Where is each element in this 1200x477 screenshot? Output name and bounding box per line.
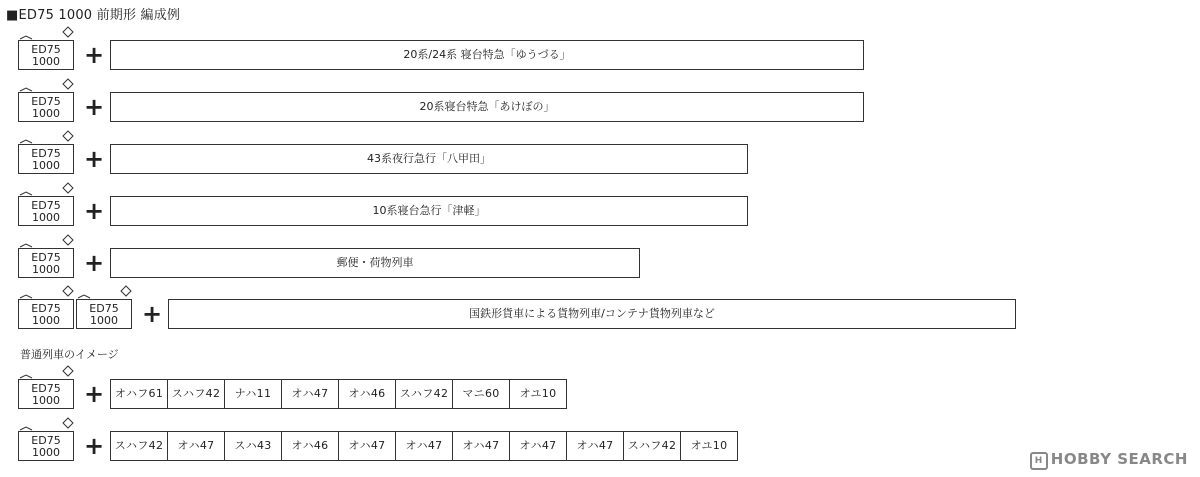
local-train-row-1 [18, 379, 718, 411]
pantograph-icon [18, 285, 74, 299]
loco-number: 1000 [32, 159, 60, 172]
train-formation: 国鉄形貨車による貨物列車/コンテナ貨物列車など [168, 299, 1016, 329]
passenger-car: オハ46 [338, 379, 396, 409]
formation-row-6 [18, 299, 1018, 331]
pantograph-icon [76, 285, 132, 299]
plus-icon: + [142, 300, 163, 328]
hobby-search-watermark [1030, 450, 1188, 470]
locomotive-ed75 [18, 196, 74, 226]
passenger-cars [110, 431, 737, 461]
train-formation: 20系寝台特急「あけぼの」 [110, 92, 864, 122]
plus-icon: + [84, 197, 105, 225]
loco-model: ED75 [31, 95, 61, 108]
passenger-car: オハ47 [452, 431, 510, 461]
hobby-search-logo-icon: H [1030, 452, 1048, 470]
locomotive-ed75-second [76, 299, 132, 329]
passenger-car: オハ47 [281, 379, 339, 409]
locomotive-ed75 [18, 144, 74, 174]
locomotive-ed75 [18, 40, 74, 70]
watermark-text: HOBBY SEARCH [1050, 450, 1188, 468]
locomotive-ed75 [18, 379, 74, 409]
passenger-car: スハフ42 [395, 379, 453, 409]
passenger-car: ナハ11 [224, 379, 282, 409]
loco-number: 1000 [32, 314, 60, 327]
diagram-title: ■ED75 1000 前期形 編成例 [6, 8, 181, 23]
formation-row-1 [18, 40, 918, 72]
passenger-car: スハ43 [224, 431, 282, 461]
formation-row-3 [18, 144, 918, 176]
passenger-car: オハフ61 [110, 379, 168, 409]
pantograph-icon [18, 365, 74, 379]
plus-icon: + [84, 93, 105, 121]
plus-icon: + [84, 145, 105, 173]
passenger-car: オハ47 [167, 431, 225, 461]
local-train-row-2 [18, 431, 778, 463]
passenger-car: スハフ42 [167, 379, 225, 409]
locomotive-ed75 [18, 248, 74, 278]
formation-row-5 [18, 248, 918, 280]
loco-number: 1000 [32, 394, 60, 407]
pantograph-icon [18, 26, 74, 40]
loco-number: 1000 [32, 107, 60, 120]
pantograph-icon [18, 417, 74, 431]
locomotive-ed75 [18, 92, 74, 122]
train-formation: 20系/24系 寝台特急「ゆうづる」 [110, 40, 864, 70]
loco-number: 1000 [32, 263, 60, 276]
loco-number: 1000 [90, 314, 118, 327]
train-formation: 43系夜行急行「八甲田」 [110, 144, 748, 174]
passenger-car: スハフ42 [110, 431, 168, 461]
loco-number: 1000 [32, 55, 60, 68]
loco-number: 1000 [32, 446, 60, 459]
formation-row-2 [18, 92, 918, 124]
plus-icon: + [84, 249, 105, 277]
loco-model: ED75 [31, 434, 61, 447]
loco-model: ED75 [31, 147, 61, 160]
passenger-car: オハ47 [395, 431, 453, 461]
local-train-heading: 普通列車のイメージ [20, 348, 119, 361]
passenger-car: オユ10 [680, 431, 738, 461]
passenger-car: スハフ42 [623, 431, 681, 461]
loco-number: 1000 [32, 211, 60, 224]
loco-model: ED75 [31, 251, 61, 264]
loco-model: ED75 [31, 199, 61, 212]
plus-icon: + [84, 432, 105, 460]
plus-icon: + [84, 41, 105, 69]
train-formation: 10系寝台急行「津軽」 [110, 196, 748, 226]
pantograph-icon [18, 130, 74, 144]
pantograph-icon [18, 234, 74, 248]
loco-model: ED75 [31, 43, 61, 56]
loco-model: ED75 [89, 302, 119, 315]
passenger-car: オハ47 [509, 431, 567, 461]
plus-icon: + [84, 380, 105, 408]
locomotive-ed75 [18, 431, 74, 461]
loco-model: ED75 [31, 302, 61, 315]
passenger-car: マニ60 [452, 379, 510, 409]
pantograph-icon [18, 182, 74, 196]
passenger-car: オハ47 [338, 431, 396, 461]
locomotive-ed75 [18, 299, 74, 329]
passenger-car: オハ46 [281, 431, 339, 461]
passenger-cars [110, 379, 566, 409]
pantograph-icon [18, 78, 74, 92]
loco-model: ED75 [31, 382, 61, 395]
formation-row-4 [18, 196, 918, 228]
train-formation: 郵便・荷物列車 [110, 248, 640, 278]
passenger-car: オユ10 [509, 379, 567, 409]
passenger-car: オハ47 [566, 431, 624, 461]
